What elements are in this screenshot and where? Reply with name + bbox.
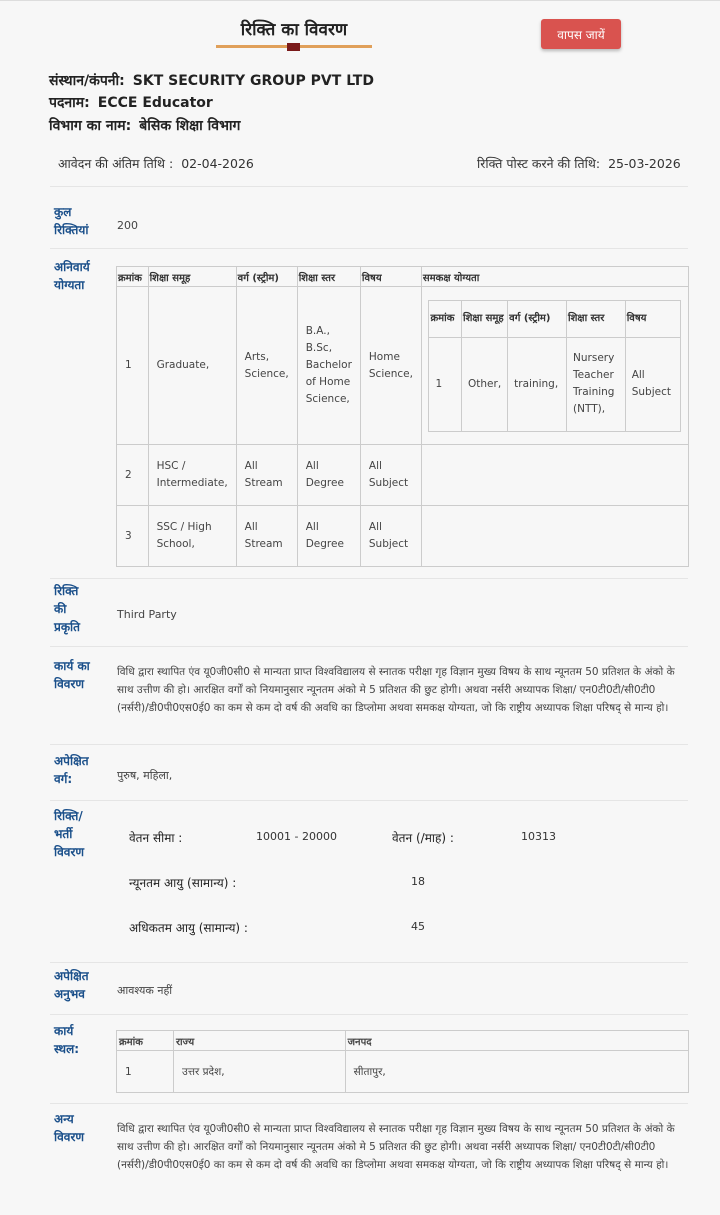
col-header: शिक्षा स्तर [297, 267, 360, 287]
table-row: 1 Graduate, Arts, Science, B.A., B.Sc, Bachelor of Home Science, Home Science, क्रमांक शिक्षा समूह वर्ग (स्ट्रीम) शिक्षा स्तर विषय 1 Other, training, Nursery Teacher Training (NTT), All Subject [117, 287, 689, 445]
experience-value: आवश्यक नहीं [117, 984, 173, 997]
place-table [116, 1030, 689, 1093]
divider [50, 248, 688, 249]
back-button[interactable]: वापस जायें [541, 19, 621, 49]
salary-label: वेतन सीमा : [129, 831, 183, 845]
table-row: 3 SSC / High School, All Stream All Degree All Subject [117, 506, 689, 567]
company-row [49, 71, 374, 90]
col-header: शिक्षा स्तर [567, 300, 626, 337]
divider [50, 646, 688, 647]
page-title: रिक्ति का विवरण [240, 20, 348, 40]
divider [50, 578, 688, 579]
divider [50, 1014, 688, 1015]
post-row [49, 93, 213, 112]
qualification-table [116, 266, 689, 567]
max-age-label: अधिकतम आयु (सामान्य) : [129, 921, 248, 935]
other-label: अन्य विवरण [54, 1112, 85, 1144]
col-header: क्रमांक [429, 300, 462, 337]
col-header: शिक्षा समूह [462, 300, 508, 337]
salary-value: 10001 - 20000 [256, 830, 337, 843]
col-header: वर्ग (स्ट्रीम) [508, 300, 567, 337]
col-header: समकक्ष योग्यता [421, 267, 688, 287]
col-header: शिक्षा समूह [148, 267, 236, 287]
posted-date [477, 155, 681, 172]
col-header: क्रमांक [117, 267, 149, 287]
title-underline-mark [287, 43, 300, 51]
top-bar [0, 0, 720, 62]
equivalent-qualification-cell [421, 287, 688, 445]
table-row: 1 उत्तर प्रदेश, सीतापुर, [117, 1051, 689, 1093]
divider [50, 744, 688, 745]
table-row: 2 HSC / Intermediate, All Stream All Degree All Subject [117, 445, 689, 506]
posted-date-label: रिक्ति पोस्ट करने की तिथि: [477, 156, 601, 171]
other-description: विधि द्वारा स्थापित एंव यू0जी0सी0 से मान्यता प्राप्त विश्वविद्यालय से स्नातक परीक्षा गृह विज्ञान मुख्य विषय के साथ न्यूनतम 50 प्रतिशत के अंको के साथ उत्तीण की हो। आरक्षित वर्गों को नियमानुसार न्यूनतम अंको मे 5 प्रतिशत की छुट होगी। अथवा नर्सरी अध्यापक शिक्षा/ एन0टी0टी/सी0टी0 (नर्सरी)/डी0पी0एस0ई0 का कम से कम दो वर्ष की अवधि का डिप्लोमा अथवा समकक्ष योग्यता, जो कि राष्ट्रीय अध्यापक शिक्षा परिषद् से मान्य हो। [117, 1123, 675, 1171]
total-label: कुल रिक्तियां [54, 205, 89, 237]
max-age-value: 45 [411, 920, 425, 933]
divider [50, 962, 688, 963]
experience-label: अपेक्षित अनुभव [54, 969, 89, 1001]
posted-date-value: 25-03-2026 [608, 156, 681, 171]
table-row: 1 Other, training, Nursery Teacher Training (NTT), All Subject [429, 337, 681, 431]
category-label: अपेक्षित वर्ग: [54, 754, 89, 786]
work-description: विधि द्वारा स्थापित एंव यू0जी0सी0 से मान्यता प्राप्त विश्वविद्यालय से स्नातक परीक्षा गृह विज्ञान मुख्य विषय के साथ न्यूनतम 50 प्रतिशत के अंको के साथ उत्तीण की हो। आरक्षित वर्गों को नियमानुसार न्यूनतम अंको मे 5 प्रतिशत की छुट होगी। अथवा नर्सरी अध्यापक शिक्षा/ एन0टी0टी/सी0टी0 (नर्सरी)/डी0पी0एस0ई0 का कम से कम दो वर्ष की अवधि का डिप्लोमा अथवा समकक्ष योग्यता, जो कि राष्ट्रीय अध्यापक शिक्षा परिषद् से मान्य हो। [117, 666, 675, 714]
company-label: संस्थान/कंपनी: [49, 73, 125, 89]
divider [50, 186, 688, 187]
work-label: कार्य का विवरण [54, 659, 90, 691]
equivalent-table [428, 300, 681, 432]
table-header-row [117, 267, 689, 287]
col-header: जनपद [345, 1031, 688, 1051]
post-label: पदनाम: [49, 95, 90, 111]
place-label: कार्य स्थल: [54, 1024, 80, 1056]
total-value: 200 [117, 219, 138, 232]
company-name: SKT SECURITY GROUP PVT LTD [132, 73, 374, 89]
table-header-row [117, 1031, 689, 1051]
min-age-value: 18 [411, 875, 425, 888]
recruit-label: रिक्ति/ भर्ती विवरण [54, 809, 85, 859]
post-name: ECCE Educator [97, 95, 213, 111]
monthly-salary-value: 10313 [521, 830, 556, 843]
col-header: विषय [625, 300, 681, 337]
divider [50, 1103, 688, 1104]
col-header: क्रमांक [117, 1031, 174, 1051]
last-date-label: आवेदन की अंतिम तिथि : [58, 156, 174, 171]
nature-value: Third Party [117, 608, 177, 621]
table-header-row [429, 300, 681, 337]
col-header: विषय [360, 267, 421, 287]
qualification-label: अनिवार्य योग्यता [54, 260, 90, 292]
col-header: वर्ग (स्ट्रीम) [236, 267, 297, 287]
dept-label: विभाग का नाम: [49, 118, 132, 134]
category-value: पुरुष, महिला, [117, 769, 173, 782]
divider [50, 800, 688, 801]
dept-name: बेसिक शिक्षा विभाग [139, 118, 241, 134]
col-header: राज्य [173, 1031, 345, 1051]
monthly-salary-label: वेतन (/माह) : [392, 831, 454, 845]
last-date [58, 155, 254, 172]
nature-label: रिक्ति की प्रकृति [54, 584, 80, 634]
dept-row [49, 116, 240, 135]
min-age-label: न्यूनतम आयु (सामान्य) : [129, 876, 237, 890]
last-date-value: 02-04-2026 [181, 156, 254, 171]
